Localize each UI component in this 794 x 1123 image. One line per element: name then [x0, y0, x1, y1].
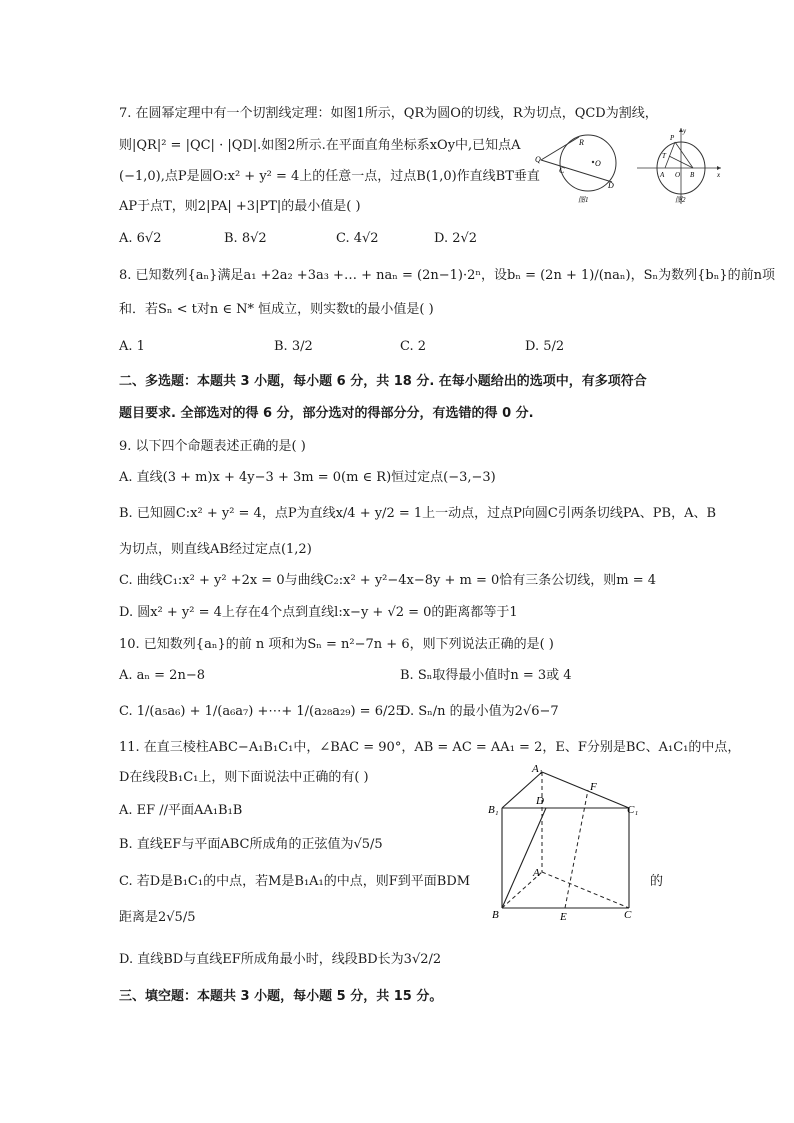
fig2-label-a: A: [660, 171, 665, 179]
prism-label-f: F: [590, 781, 597, 793]
prism-label-c1: C₁: [627, 804, 639, 816]
q7-option-c: C. 4√2: [336, 231, 379, 246]
section-2-header-line-1: 二、多选题：本题共 3 小题，每小题 6 分，共 18 分. 在每小题给出的选项中，有多项符合: [119, 374, 647, 389]
prism-label-c: C: [624, 909, 632, 921]
q8-line-2: 和．若Sₙ < t对n ∈ N* 恒成立，则实数t的最小值是( ): [119, 302, 434, 317]
fig1-label-q: Q: [535, 155, 541, 164]
fig2-label-x: x: [717, 171, 721, 179]
prism-label-d: D: [536, 795, 544, 807]
q9-option-b-line-1: B. 已知圆C:x² + y² = 4，点P为直线x/4 + y/2 = 1上一动点，过点P向圆C引两条切线PA、PB，A、B: [119, 506, 717, 521]
section-2-header-line-2: 题目要求. 全部选对的得 6 分，部分选对的得部分分，有选错的得 0 分.: [119, 406, 534, 421]
q7-option-a: A. 6√2: [119, 231, 162, 246]
q9-option-a: A. 直线(3 + m)x + 4y−3 + 3m = 0(m ∈ R)恒过定点(−3,−3): [119, 470, 496, 485]
q7-option-b: B. 8√2: [224, 231, 267, 246]
q10-option-a: A. aₙ = 2n−8: [119, 668, 205, 683]
prism-label-a: A: [533, 867, 540, 879]
q8-option-b: B. 3/2: [274, 339, 313, 354]
q7-line-4: AP于点T，则2|PA| +3|PT|的最小值是( ): [119, 199, 361, 214]
prism-label-a1: A₁: [532, 763, 543, 775]
q11-line-1: 11. 在直三棱柱ABC−A₁B₁C₁中，∠BAC = 90°，AB = AC = AA₁ = 2，E、F分别是BC、A₁C₁的中点，: [119, 740, 741, 755]
section-3-header: 三、填空题：本题共 3 小题，每小题 5 分，共 15 分。: [119, 989, 443, 1004]
q11-option-c-line-2: 距离是2√5/5: [119, 910, 196, 925]
fig2-label-b: B: [690, 171, 695, 179]
q9-option-d: D. 圆x² + y² = 4上存在4个点到直线l:x−y + √2 = 0的距离都等于1: [119, 605, 518, 620]
q11-option-b: B. 直线EF与平面ABC所成角的正弦值为√5/5: [119, 837, 383, 852]
fig1-label-d: D: [608, 181, 614, 190]
prism-label-e: E: [560, 911, 567, 923]
q8-option-a: A. 1: [119, 339, 145, 354]
q7-line-2: 则|QR|² = |QC| · |QD|.如图2所示.在平面直角坐标系xOy中,已知点A: [119, 138, 521, 153]
q11-option-c-trailing: 的: [650, 874, 664, 889]
q7-line-1: 7. 在圆幂定理中有一个切割线定理：如图1所示，QR为圆O的切线，R为切点，QCD为割线，: [119, 106, 658, 121]
q8-option-d: D. 5/2: [525, 339, 565, 354]
prism-label-b1: B₁: [488, 804, 499, 816]
figure-prism: [484, 760, 644, 925]
fig1-label-c: C: [559, 166, 565, 175]
q7-option-d: D. 2√2: [434, 231, 478, 246]
fig1-caption: 图1: [578, 196, 589, 204]
q8-line-1: 8. 已知数列{aₙ}满足a₁ +2a₂ +3a₃ +… + naₙ = (2n−1)·2ⁿ，设bₙ = (2n + 1)/(naₙ)，Sₙ为数列{bₙ}的前n项: [119, 268, 775, 283]
q10-option-d: D. Sₙ/n 的最小值为2√6−7: [400, 704, 559, 719]
fig2-caption: 图2: [675, 196, 686, 204]
figure-1-circle-tangent: [533, 126, 623, 206]
q11-option-d: D. 直线BD与直线EF所成角最小时，线段BD长为3√2/2: [119, 952, 442, 967]
q11-option-a: A. EF //平面AA₁B₁B: [119, 803, 243, 818]
q7-line-3: (−1,0),点P是圆O:x² + y² = 4上的任意一点，过点B(1,0)作直线BT垂直: [119, 169, 540, 184]
fig2-label-t: T: [662, 152, 666, 160]
q10-option-c: C. 1/(a₅a₆) + 1/(a₆a₇) +⋯+ 1/(a₂₈a₂₉) = 6/25: [119, 704, 404, 719]
q9-option-b-line-2: 为切点，则直线AB经过定点(1,2): [119, 542, 312, 557]
fig2-label-p: P: [670, 134, 675, 142]
q11-option-c: C. 若D是B₁C₁的中点，若M是B₁A₁的中点，则F到平面BDM: [119, 874, 471, 889]
fig2-label-o: O: [675, 171, 681, 179]
q8-option-c: C. 2: [400, 339, 427, 354]
fig1-label-o: O: [595, 159, 601, 168]
q9-option-c: C. 曲线C₁:x² + y² +2x = 0与曲线C₂:x² + y²−4x−8y + m = 0恰有三条公切线，则m = 4: [119, 573, 657, 588]
figure-2-coordinate-circle: [635, 124, 725, 206]
fig1-label-r: R: [579, 138, 584, 147]
q9-stem: 9. 以下四个命题表述正确的是( ): [119, 439, 306, 454]
prism-label-b: B: [492, 909, 499, 921]
fig2-label-y: y: [683, 127, 687, 135]
q10-stem: 10. 已知数列{aₙ}的前 n 项和为Sₙ = n²−7n + 6，则下列说法正确的是( ): [119, 637, 554, 652]
q10-option-b: B. Sₙ取得最小值时n = 3或 4: [400, 668, 572, 683]
q11-line-2: D在线段B₁C₁上，则下面说法中正确的有( ): [119, 770, 369, 785]
